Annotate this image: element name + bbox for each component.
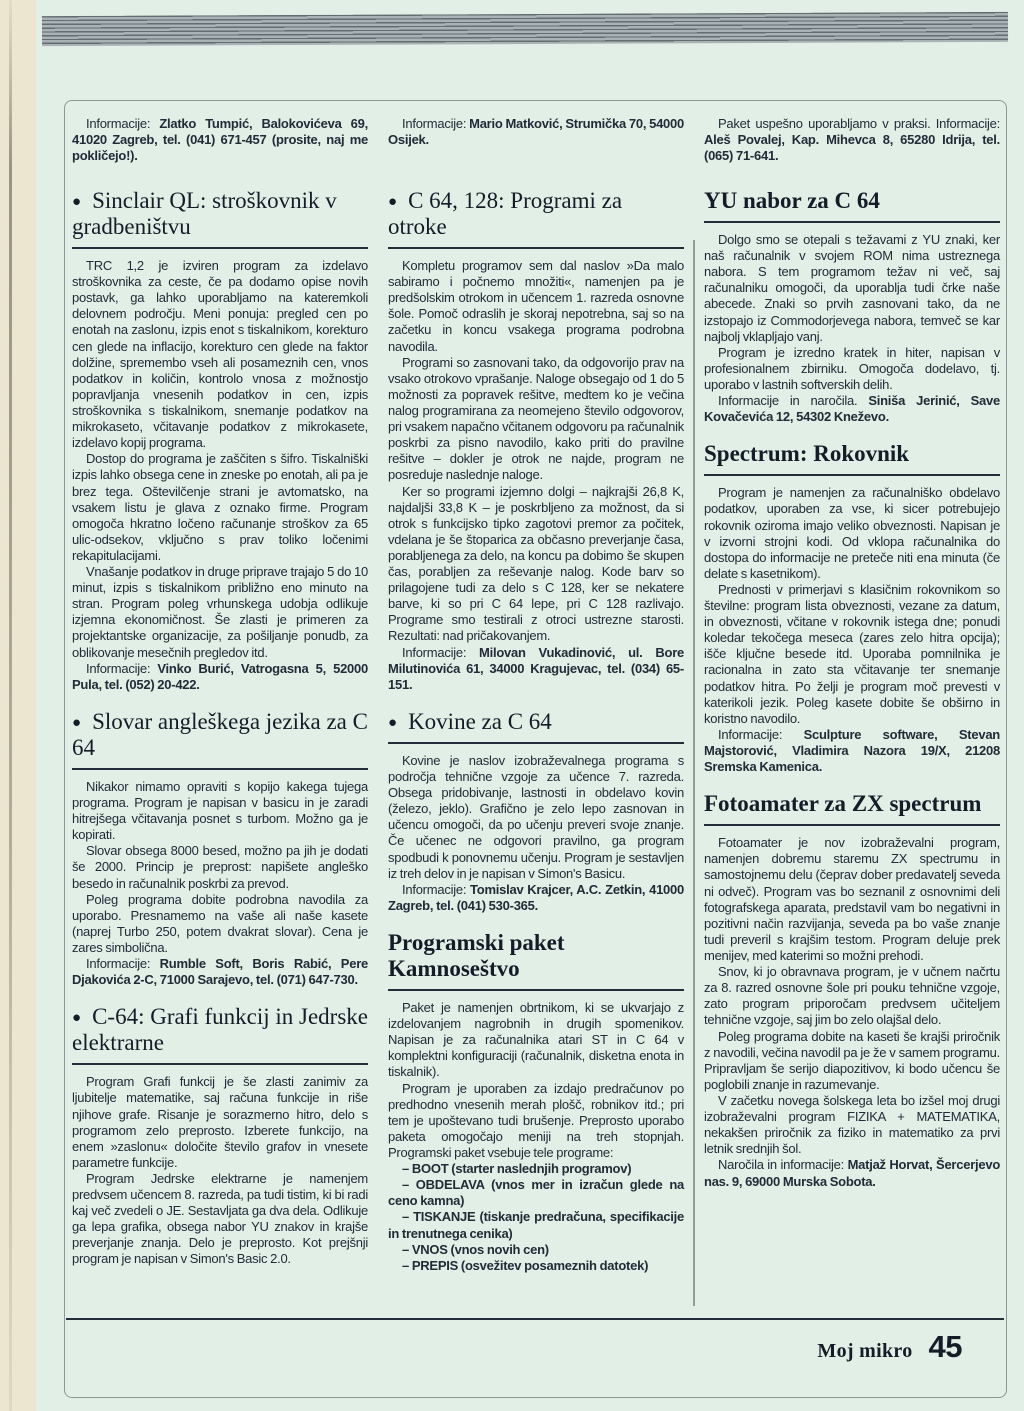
article-title-text: Kovine za C 64 [408,708,552,734]
paragraph: – OBDELAVA (vnos mer in izračun glede na ceno kamna) [388,1177,684,1209]
paragraph: Paket je namenjen obrtnikom, ki se ukvarjajo z izdelovanjem nagrobnih in drugih spomenikov. Napisan je za računalnika atari ST in C 64 v komplektni konfiguraciji (računalnik, disketna enota in tiskalnik). [388,999,684,1080]
contact-info: Paket uspešno uporabljamo v praksi. Informacije: Aleš Povalej, Kap. Mihevca 8, 65280 Idrija, tel. (065) 71-641. [704,116,1000,164]
contact-info: Informacije: Mario Matković, Strumička 70, 54000 Osijek. [388,116,684,148]
column-3 [704,116,1000,1274]
paragraph: Program je uporaben za izdajo predračunov po predhodno vnesenih merah plošč, robnikov itd.; pri tem je upoštevano tudi brušenje. Preprosto uporabo paketa omogočajo meniji na treh stopnjah. Programski paket vsebuje tele programe: [388,1080,684,1160]
bullet-icon: ● [72,194,82,210]
column-2 [388,116,684,1274]
article-title-text: C 64, 128: Programi za otroke [388,188,623,239]
article-title-text: Fotoamater za ZX spectrum [704,791,982,817]
paragraph: – PREPIS (osvežitev posameznih datotek) [402,1257,649,1273]
article-title [72,188,368,249]
decorative-striped-band [42,12,1008,46]
article-columns [72,116,1000,1274]
paragraph: Informacije: Rumble Soft, Boris Rabić, Pere Djakovića 2-C, 71000 Sarajevo, tel. (071) 647-730. [72,956,368,988]
paragraph: V začetku novega šolskega leta bo izšel moj drugi izobraževalni program FIZIKA + MATEMATIKA, nekakšen priročnik za fiziko in matematiko za prvi letnik srednjih šol. [704,1092,1000,1157]
article-title [388,709,684,744]
paragraph: Snov, ki jo obravnava program, je v učnem načrtu za 8. razred osnovne šole pri pouku tehnične vzgoje, zato program priporočam predvsem učiteljem tehnične vzgoje, saj jim bo zelo olajšal delo. [704,964,1000,1028]
paragraph: Informacije: Tomislav Krajcer, A.C. Zetkin, 41000 Zagreb, tel. (041) 530-365. [388,881,684,913]
paragraph: TRC 1,2 je izviren program za izdelavo stroškovnika za ceste, če pa dodamo opise novih postavk, ga lahko uporabljamo na kateremkoli delovnem področju. Meni ponuja: pregled cen po enotah na zaslonu, izpis enot s tiskalnikom, korekturo cen glede na inflacijo, korekturo cen glede na faktor dolžine, spremembo vseh ali posameznih cen, vnos podatkov in količin, kontrolo vnosa z možnostjo popravljanja vnesenih podatkov in cen, izpis stroškovnika s tiskalnikom, snemanje podatkov na mikrokaseto, včitavanje podatkov z mikrokasete, izdelavo kopij programa. [72,257,368,451]
page-footer [817,1329,962,1365]
paragraph: – TISKANJE (tiskanje predračuna, specifikacije in trenutnega cenika) [388,1209,684,1241]
article-title [72,709,368,770]
paragraph: Program Jedrske elektrarne je namenjem predvsem učencem 8. razreda, pa tudi tistim, ki bi radi kaj več zvedeli o JE. Sestavljata ga dva dela. Odlikuje ga lepa grafika, obsega nabor YU znakov in krajše preverjanje znanja. Delo je preprosto. Kot prejšnji program je napisan v Simon's Basic 2.0. [72,1170,368,1267]
contact-info: Informacije: Zlatko Tumpić, Balokovićeva 69, 41020 Zagreb, tel. (041) 671-457 (prosite, naj me pokličejo!). [72,116,368,164]
paragraph: Fotoamater je nov izobraževalni program, namenjen dobremu staremu ZX spectrumu in samostojnemu delu (čeprav dober predavatelj seveda ni odveč). Program vas bo seznanil z osnovnimi deli fotografskega aparata, predstavil vam bo negativni in pozitivni način razvijanja, seveda pa bo vaše znanje tudi preveril s krajšim testom. Program deluje prek menijev, med katerimi so možni prehodi. [704,835,1000,963]
paragraph: Vnašanje podatkov in druge priprave trajajo 5 do 10 minut, izpis s tiskalnikom približno eno minuto na stran. Program poleg vrhunskega udobja odlikuje izjemna ekonomičnost. Še zlasti je primeren za projektantske organizacije, za pošiljanje ponudb, za oblikovanje mesečnih pregledov itd. [72,564,368,660]
article-title-text: C-64: Grafi funkcij in Jedrske elektrarne [72,1004,368,1056]
article-title [388,188,684,249]
paragraph: Dostop do programa je zaščiten s šifro. Tiskalniški izpis lahko obsega cene in zneske po enotah, ali pa je brez tega. Oštevilčenje strani je avtomatsko, na vsakem listu je glava z oznako firme. Program omogoča hkratno ločeno računanje stroškov za 65 ulic-odsekov, vključno s prav toliko ločenimi rekapitulacijami. [72,451,368,563]
article-title-text: Sinclair QL: stroškovnik v gradbeništvu [72,188,337,239]
paragraph: Program je izredno kratek in hiter, napisan v profesionalnem zbirniku. Omogoča dodelavo, tj. uporabo v lastnih softverskih delih. [704,344,1000,392]
bullet-icon: ● [72,1010,82,1027]
paragraph: Program je namenjen za računalniško obdelavo podatkov, uporaben za vse, ki sicer potrebujejo rokovnik oziroma imajo veliko obveznosti. Napisan je v izvorni strojni kodi. Od vklopa računalnika do dostopa do informacije ne preteče niti ena minuta (če delate s kasetnikom). [704,485,1000,581]
article-title-text: YU nabor za C 64 [704,188,880,213]
paragraph: Program Grafi funkcij je še zlasti zanimiv za ljubitelje matematike, saj računa funkcije in riše njihove grafe. Risanje je sorazmerno hitro, delo s programom zelo preprosto. Izberete funkcijo, na enem »zaslonu« določite število grafov in vnesete parametre funkcije. [72,1074,368,1170]
paragraph: Informacije in naročila. Siniša Jerinić, Save Kovačevića 12, 54302 Kneževo. [704,393,1001,425]
paragraph: Dolgo smo se otepali s težavami z YU znaki, ker naš računalnik v svojem ROM nima ustreznega nabora. S tem programom težav ni več, saj računalniku omogoči, da uporablja tudi črke naše abecede. Znaki so prvih zasnovani tako, da ne izstopajo iz Commodorjevega nabora, temveč se kar najbolj vklapljajo vanj. [704,231,1000,344]
paragraph: Prednosti v primerjavi s klasičnim rokovnikom so številne: program lista obveznosti, vezane za datum, in obveznosti, včitane v rokovnik istega dne; ponudi koledar tekočega meseca (zares zelo hitra opcija); išče ključne besede itd. Uporaba pomnilnika je racionalna in zato sta včitavanje ter snemanje podatkov hitra. Po želji je program moč prevesti v katerikoli jezik. Poleg kasete dobite še obširno in koristno navodilo. [704,581,1000,726]
article-title [704,791,1000,826]
paragraph: Naročila in informacije: Matjaž Horvat, Šercerjevo nas. 9, 69000 Murska Sobota. [704,1157,1001,1189]
column-divider [693,240,695,1306]
paragraph: Nikakor nimamo opraviti s kopijo kakega tujega programa. Program je napisan v basicu in je zaradi hitrejšega včitavanja posnet s turbom. Možno ga je kopirati. [72,778,368,843]
article-title-text: Spectrum: Rokovnik [704,441,910,467]
article-title-text: Programski paket Kamnoseštvo [388,930,565,981]
paragraph: Slovar obsega 8000 besed, možno pa jih je dodati še 2000. Princip je preprost: napišete angleško besedo in računalnik poskrbi za prevod. [72,843,368,891]
page-number: 45 [928,1329,962,1364]
paragraph: Kompletu programov sem dal naslov »Da malo sabiramo i počnemo množiti«, namenjen pa je predšolskim otrokom in učencem 1. razreda osnovne šole. Pomoč odraslih je skoraj nepotrebna, saj so na začetku in koncu vsakega programa podrobna navodila. [388,257,684,354]
paragraph: – BOOT (starter naslednjih programov) [402,1161,632,1177]
paragraph: Ker so programi izjemno dolgi – najkrajši 26,8 K, najdaljši 33,8 K – je poskrbljeno za možnost, da si otrok s funkcijsko tipko zagotovi premor za počitek, vdelana je še štoparica za občasno preverjanje časa, porabljenega za delo, na koncu pa dobimo še skupen čas, porabljen za reševanje nalog. Kode barv so prilagojene tudi za delo s C 128, ker se nekatere barve, ki so pri C 64 lepe, pri C 128 razlivajo. Programe smo testirali z otroci ustrezne starosti. Rezultati: nad pričakovanjem. [388,483,684,644]
article-title [704,188,1000,223]
bullet-icon: ● [72,714,82,731]
article-title [72,1004,368,1065]
paragraph: Programi so zasnovani tako, da odgovorijo prav na vsako otrokovo vprašanje. Naloge obsegajo od 1 do 5 možnosti za popravek rešitve, medtem ko je večina nalog programirana za neomejeno število odgovorov, pri vsakem napačno včitanem odgovoru pa računalnik poskrbi za pisno navodilo, kako priti do pravilne rešitve – dokler je otrok ne najde, program ne posreduje naslednje naloge. [388,354,684,483]
paragraph: – VNOS (vnos novih cen) [402,1241,549,1257]
paragraph: Informacije: Sculpture software, Stevan Majstorović, Vladimira Nazora 19/X, 21208 Sremska Kamenica. [704,726,1000,775]
bullet-icon: ● [388,194,398,210]
column-1 [72,116,368,1274]
scan-edge-shadow [9,0,12,1411]
paragraph: Poleg programa dobite podrobna navodila za uporabo. Presnamemo na vaše ali naše kasete (naprej Turbo 250, potem dvakrat slovar). Cena je zares simbolična. [72,891,368,955]
paragraph: Kovine je naslov izobraževalnega programa s področja tehnične vzgoje za učence 7. razreda. Obsega pridobivanje, lastnosti in obdelavo kovin (železo, jeklo). Grafično je zelo lepo zasnovan in učencu omogoči, da po učenju preveri svoje znanje. Če učenec ne odgovori pravilno, ga program spodbudi k ponovnemu učenju. Program je sestavljen iz treh delov in je napisan v Simon's Basicu. [388,752,684,881]
footer-rule [66,1318,1004,1320]
paragraph: Poleg programa dobite na kaseti še krajši priročnik z navodili, večina navodil pa je že v samem programu. Pripravljam še serijo diapozitivov, ki bodo učencu še poglobili znanje in razumevanje. [704,1028,1000,1092]
article-title [704,441,1000,476]
bullet-icon: ● [388,714,398,731]
article-title-text: Slovar angleškega jezika za C 64 [72,708,368,760]
article-title [388,930,684,991]
paragraph: Informacije: Milovan Vukadinović, ul. Bore Milutinovića 61, 34000 Kragujevac, tel. (034) 65-151. [388,644,684,692]
paragraph: Informacije: Vinko Burić, Vatrogasna 5, 52000 Pula, tel. (052) 20-422. [72,660,368,692]
magazine-name: Moj mikro [817,1340,913,1362]
